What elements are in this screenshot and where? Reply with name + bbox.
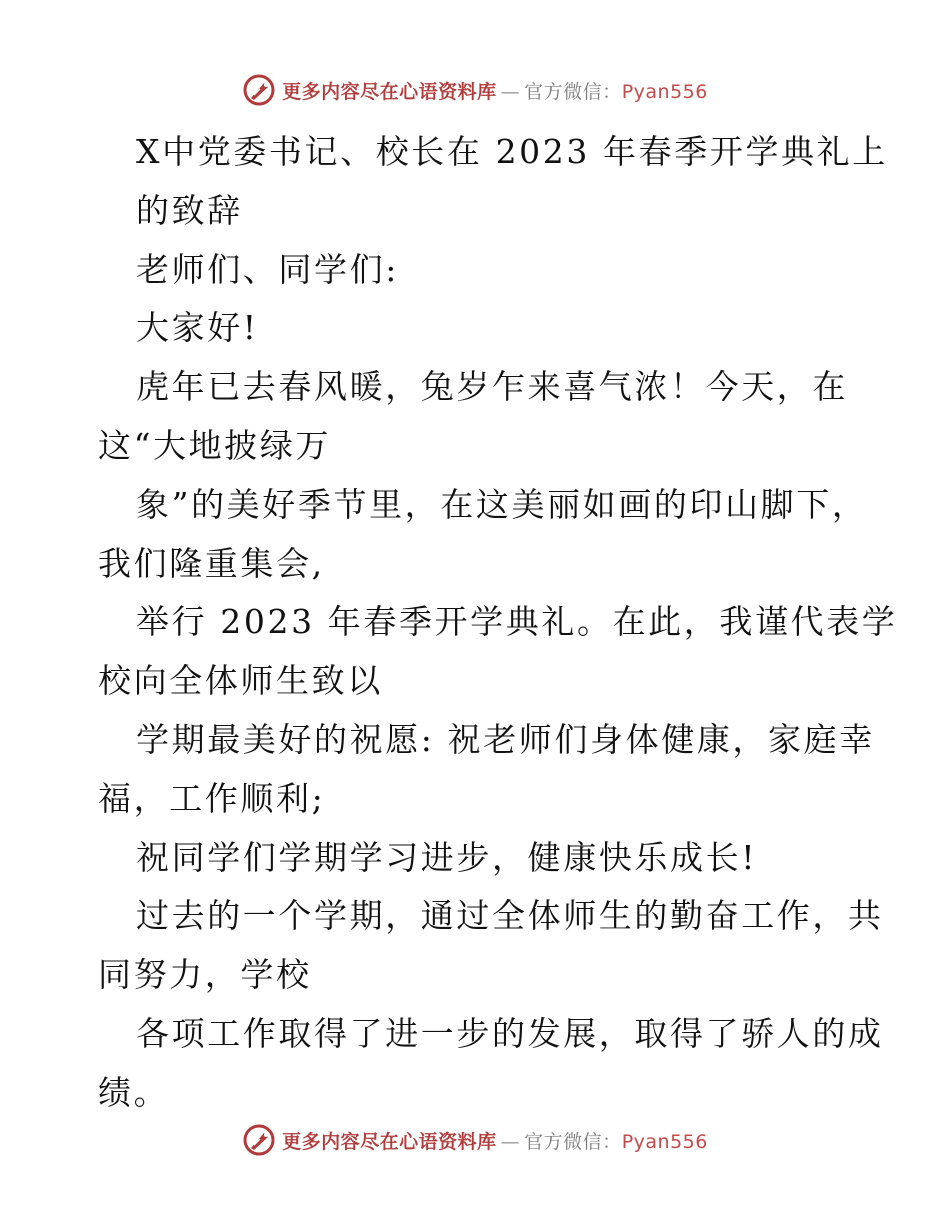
text-line: 老师们、同学们: bbox=[136, 249, 399, 289]
banner-wechat-id: Pyan556 bbox=[621, 1130, 708, 1153]
text-line: 这“大地披绿万 bbox=[98, 425, 332, 465]
text-line: 象”的美好季节里，在这美丽如画的印山脚下， bbox=[136, 484, 868, 524]
banner-title: 更多内容尽在心语资料库 bbox=[282, 1130, 497, 1153]
text-line: 过去的一个学期，通过全体师生的勤奋工作，共 bbox=[136, 896, 884, 936]
fountain-pen-logo-icon bbox=[242, 73, 276, 107]
text-line: 校向全体师生致以 bbox=[98, 661, 383, 701]
banner-wechat-label: 官方微信： bbox=[524, 1130, 622, 1153]
fountain-pen-logo-icon bbox=[242, 1123, 276, 1157]
text-line: 举行 2023 年春季开学典礼。在此，我谨代表学 bbox=[136, 602, 898, 642]
text-line: X中党委书记、校长在 2023 年春季开学典礼上 bbox=[136, 132, 888, 171]
text-line: 同努力，学校 bbox=[98, 955, 312, 995]
text-line: 绩。 bbox=[98, 1072, 170, 1112]
text-line: 虎年已去春风暖，兔岁乍来喜气浓！今天，在 bbox=[136, 367, 848, 407]
text-line: 福，工作顺利; bbox=[98, 778, 326, 818]
text-line: 大家好! bbox=[136, 308, 259, 348]
banner-separator: — bbox=[500, 80, 521, 103]
text-line: 学期最美好的祝愿: 祝老师们身体健康，家庭幸 bbox=[136, 719, 875, 759]
footer-banner bbox=[0, 1120, 950, 1160]
banner-separator: — bbox=[500, 1130, 521, 1153]
banner-wechat-label: 官方微信： bbox=[524, 80, 622, 103]
text-line: 祝同学们学期学习进步，健康快乐成长! bbox=[136, 837, 758, 877]
document-body bbox=[98, 123, 898, 1123]
banner-text bbox=[282, 77, 708, 104]
text-line: 各项工作取得了进一步的发展，取得了骄人的成 bbox=[136, 1013, 884, 1053]
banner-title: 更多内容尽在心语资料库 bbox=[282, 80, 497, 103]
banner-wechat-id: Pyan556 bbox=[621, 80, 708, 103]
text-line: 的致辞 bbox=[136, 190, 243, 230]
banner-text bbox=[282, 1127, 708, 1154]
header-banner bbox=[0, 70, 950, 110]
text-line: 我们隆重集会, bbox=[98, 543, 325, 583]
